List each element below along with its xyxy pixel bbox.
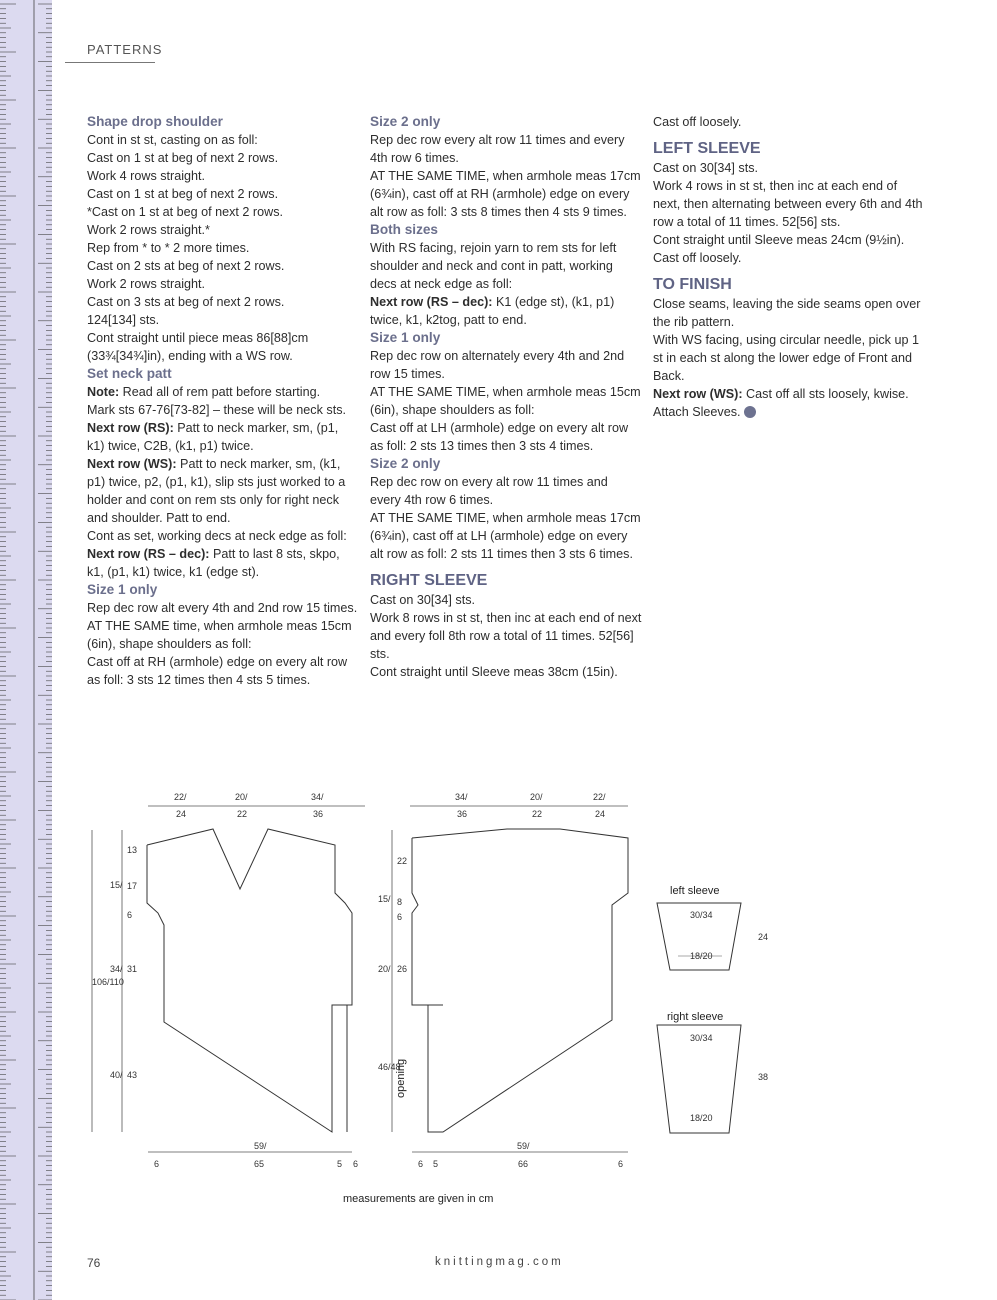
- dimension-lines: [92, 806, 628, 1152]
- front-bottom-dim-2: 6: [154, 1159, 160, 1169]
- instruction-line: Work 2 rows straight.*: [87, 223, 210, 237]
- back-opening-label: opening: [395, 1058, 407, 1098]
- back-bottom-dim-5: 6: [618, 1159, 624, 1169]
- pattern-column-2: [370, 113, 642, 681]
- front-left-dim-9: 43: [127, 1070, 138, 1080]
- instruction-label: Next row (RS):: [87, 421, 174, 435]
- instruction-line: Work 2 rows straight.: [87, 277, 206, 291]
- instruction-label: Next row (WS):: [87, 457, 177, 471]
- front-left-dim-5: 34/: [110, 964, 123, 974]
- back-top-dim-1: 34/: [455, 792, 468, 802]
- left-sleeve-top-dim: 30/34: [690, 910, 713, 920]
- instruction-line: With WS facing, using circular needle, pick up 1 st in each st along the lower edge of Front and Back.: [653, 333, 919, 383]
- front-bottom-dim-3: 65: [254, 1159, 265, 1169]
- subheading: Both sizes: [370, 222, 438, 237]
- pattern-column-1: [87, 113, 359, 689]
- instruction-line: Next row (RS – dec): K1 (edge st), (k1, p1) twice, k1, k2tog, patt to end.: [370, 295, 615, 327]
- subheading: Set neck patt: [87, 366, 172, 381]
- instruction-line: Work 4 rows in st st, then inc at each end of next, then alternating between every 6th and 4th row a total of 11 times. 52[56] sts.: [653, 179, 923, 229]
- right-sleeve-bottom-dim: 18/20: [690, 1113, 713, 1123]
- instruction-line: Cast off loosely.: [653, 251, 742, 265]
- instruction-label: Next row (RS – dec):: [87, 547, 210, 561]
- right-sleeve-title: right sleeve: [667, 1011, 724, 1023]
- instruction-line: Cast on 3 sts at beg of next 2 rows.: [87, 295, 285, 309]
- back-left-dim-6: 26: [397, 964, 408, 974]
- left-sleeve-schematic: [657, 885, 768, 970]
- instruction-line: Rep from * to * 2 more times.: [87, 241, 250, 255]
- front-left-dim-3: 15/: [110, 880, 123, 890]
- back-bottom-dim-1: 59/: [517, 1141, 530, 1151]
- instruction-line: *Cast on 1 st at beg of next 2 rows.: [87, 205, 284, 219]
- instruction-line: With RS facing, rejoin yarn to rem sts for left shoulder and neck and cont in patt, working decs at neck edge as foll:: [370, 241, 617, 291]
- page-number: 76: [87, 1256, 101, 1270]
- instruction-line: Rep dec row every alt row 11 times and every 4th row 6 times.: [370, 133, 625, 165]
- back-piece-outline: [412, 829, 628, 1132]
- back-left-dim-5: 20/: [378, 964, 391, 974]
- section-heading: TO FINISH: [653, 276, 732, 293]
- footer-url: knittingmag.com: [435, 1256, 564, 1268]
- subheading: Size 1 only: [87, 582, 158, 597]
- instruction-line: Attach Sleeves.: [653, 403, 925, 421]
- instruction-line: Cont straight until piece meas 86[88]cm (33¾[34¾]in), ending with a WS row.: [87, 331, 309, 363]
- instruction-line: Cast off loosely.: [653, 115, 742, 129]
- back-left-dim-4: 6: [397, 912, 403, 922]
- front-bottom-dim-1: 59/: [254, 1141, 267, 1151]
- front-left-dim-6: 31: [127, 964, 138, 974]
- instruction-line: Cont straight until Sleeve meas 24cm (9½in).: [653, 233, 905, 247]
- instruction-line: Rep dec row alt every 4th and 2nd row 15 times.: [87, 601, 358, 615]
- instruction-line: Next row (RS): Patt to neck marker, sm, (p1, k1) twice, C2B, (k1, p1) twice.: [87, 421, 339, 453]
- right-sleeve-length-dim: 38: [758, 1072, 769, 1082]
- instruction-line: Rep dec row on alternately every 4th and 2nd row 15 times.: [370, 349, 625, 381]
- right-sleeve-top-dim: 30/34: [690, 1033, 713, 1043]
- instruction-line: Mark sts 67-76[73-82] – these will be neck sts.: [87, 403, 346, 417]
- front-top-dim-2: 24: [176, 809, 187, 819]
- instruction-line: AT THE SAME TIME, when armhole meas 15cm (6in), shape shoulders as foll:: [370, 385, 641, 417]
- instruction-label: Next row (WS):: [653, 387, 743, 401]
- back-top-dim-6: 24: [595, 809, 606, 819]
- instruction-line: Note: Read all of rem patt before starting.: [87, 385, 321, 399]
- front-left-dim-4: 6: [127, 910, 133, 920]
- left-sleeve-bottom-dim: 18/20: [690, 951, 713, 961]
- instruction-label: Next row (RS – dec):: [370, 295, 493, 309]
- front-left-dim-8: 40/: [110, 1070, 123, 1080]
- instruction-line: Cast on 1 st at beg of next 2 rows.: [87, 187, 279, 201]
- back-left-dim-2: 8: [397, 897, 403, 907]
- section-heading: RIGHT SLEEVE: [370, 572, 488, 589]
- front-top-dim-6: 36: [313, 809, 324, 819]
- instruction-line: AT THE SAME TIME, when armhole meas 17cm (6¾in), cast off at RH (armhole) edge on every alt row as foll: 3 sts 8 times then 4 sts 9 times.: [370, 169, 641, 219]
- garment-schematic: [0, 780, 997, 1200]
- section-label: PATTERNS: [87, 42, 163, 57]
- left-sleeve-title: left sleeve: [670, 885, 720, 897]
- back-top-dim-4: 22: [532, 809, 543, 819]
- instruction-line: Next row (RS – dec): Patt to last 8 sts, skpo, k1, (p1, k1) twice, k1 (edge st).: [87, 547, 340, 579]
- instruction-line: Cast off at RH (armhole) edge on every alt row as foll: 3 sts 12 times then 4 sts 5 times.: [87, 655, 348, 687]
- instruction-line: Cast on 1 st at beg of next 2 rows.: [87, 151, 279, 165]
- end-mark-icon: [744, 406, 756, 418]
- back-top-dim-3: 20/: [530, 792, 543, 802]
- instruction-label: Note:: [87, 385, 120, 399]
- front-left-dim-7: 106/110: [92, 977, 124, 987]
- back-bottom-dim-3: 5: [433, 1159, 439, 1169]
- front-piece-outline: [147, 829, 352, 1132]
- instruction-line: 124[134] sts.: [87, 313, 160, 327]
- subheading: Size 2 only: [370, 114, 441, 129]
- pattern-column-3: [653, 113, 925, 421]
- instruction-line: AT THE SAME TIME, when armhole meas 17cm (6¾in), cast off at LH (armhole) edge on every alt row as foll: 2 sts 11 times then 3 sts 6 times.: [370, 511, 641, 561]
- front-top-dim-1: 22/: [174, 792, 187, 802]
- back-left-dim-3: 15/: [378, 894, 391, 904]
- front-top-dim-3: 20/: [235, 792, 248, 802]
- instruction-line: AT THE SAME time, when armhole meas 15cm (6in), shape shoulders as foll:: [87, 619, 352, 651]
- back-top-dim-5: 22/: [593, 792, 606, 802]
- back-left-dim-7: 46/48: [378, 1062, 401, 1072]
- front-left-dim-1: 13: [127, 845, 138, 855]
- instruction-line: Next row (WS): Patt to neck marker, sm, (k1, p1) twice, p2, (p1, k1), slip sts just worked to a holder and cont on rem sts only for right neck and shoulder. Patt to end.: [87, 457, 346, 525]
- back-bottom-dim-2: 6: [418, 1159, 424, 1169]
- back-left-dim-1: 22: [397, 856, 408, 866]
- instruction-line: Close seams, leaving the side seams open over the rib pattern.: [653, 297, 921, 329]
- subheading: Size 1 only: [370, 330, 441, 345]
- front-top-dim-4: 22: [237, 809, 248, 819]
- back-top-dim-2: 36: [457, 809, 468, 819]
- instruction-line: Cast on 30[34] sts.: [370, 593, 476, 607]
- instruction-line: Work 4 rows straight.: [87, 169, 206, 183]
- instruction-line: Work 8 rows in st st, then inc at each end of next and every foll 8th row a total of 11 times. 52[56] sts.: [370, 611, 642, 661]
- left-sleeve-length-dim: 24: [758, 932, 769, 942]
- instruction-line: Rep dec row on every alt row 11 times and every 4th row 6 times.: [370, 475, 608, 507]
- instruction-line: Cont straight until Sleeve meas 38cm (15in).: [370, 665, 618, 679]
- front-left-dim-2: 17: [127, 881, 138, 891]
- instruction-line: Cont as set, working decs at neck edge as foll:: [87, 529, 347, 543]
- front-bottom-dim-5: 6: [353, 1159, 359, 1169]
- instruction-line: Cast on 30[34] sts.: [653, 161, 759, 175]
- front-top-dim-5: 34/: [311, 792, 324, 802]
- measurements-caption: measurements are given in cm: [343, 1193, 494, 1205]
- subheading: Size 2 only: [370, 456, 441, 471]
- right-sleeve-schematic: [657, 1011, 768, 1133]
- back-bottom-dim-4: 66: [518, 1159, 529, 1169]
- instruction-line: Cont in st st, casting on as foll:: [87, 133, 258, 147]
- instruction-line: Cast off at LH (armhole) edge on every alt row as foll: 2 sts 13 times then 3 sts 4 times.: [370, 421, 629, 453]
- subheading: Shape drop shoulder: [87, 114, 223, 129]
- front-bottom-dim-4: 5: [337, 1159, 343, 1169]
- instruction-line: Cast on 2 sts at beg of next 2 rows.: [87, 259, 285, 273]
- section-heading: LEFT SLEEVE: [653, 140, 761, 157]
- section-divider: [65, 62, 155, 63]
- instruction-line: Next row (WS): Cast off all sts loosely, kwise.: [653, 387, 909, 401]
